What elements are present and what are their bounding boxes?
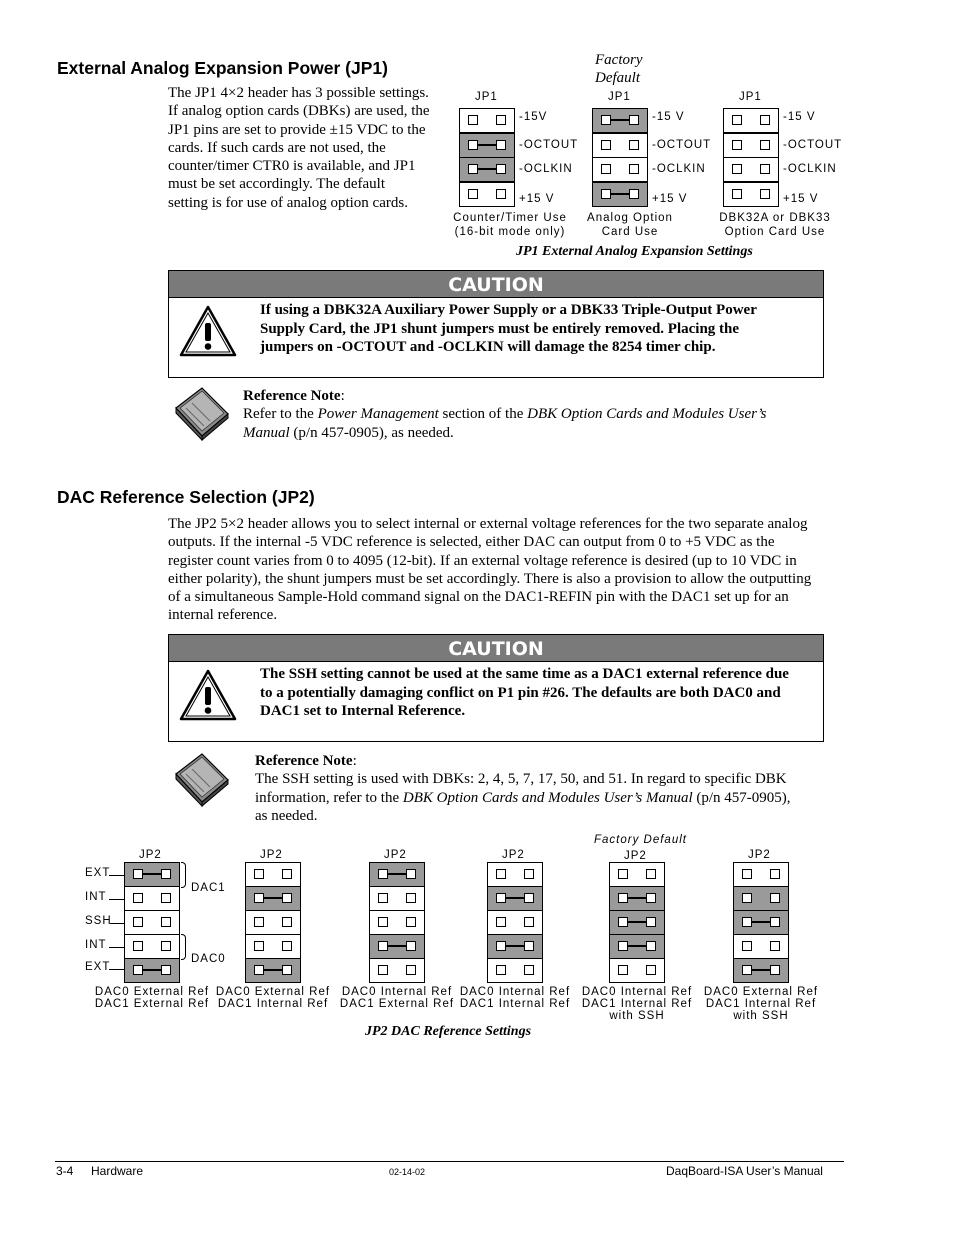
jp1-pin-label: +15 V [652, 193, 688, 205]
pin-icon [282, 869, 292, 879]
shunt-jumper-icon [478, 144, 496, 146]
jp2-setting-caption: DAC1 External Ref [339, 998, 455, 1010]
jp2-factory-default-label: Factory Default [594, 834, 687, 846]
pin-icon [496, 140, 506, 150]
jp2-setting-caption: DAC1 Internal Ref [459, 998, 571, 1010]
jp1-setting-caption: Option Card Use [724, 226, 826, 238]
pin-icon [524, 965, 534, 975]
pin-icon [282, 893, 292, 903]
jumpered-pin-pair [487, 934, 543, 959]
jp1-setting-caption: Analog Option [587, 212, 673, 224]
jp2-setting-caption: DAC1 Internal Ref [217, 998, 329, 1010]
paragraph-line: The JP2 5×2 header allows you to select internal or external voltage references for the two separate analog [168, 516, 808, 532]
jp2-row-label: INT [85, 891, 107, 903]
open-pin-pair [487, 958, 543, 983]
pin-icon [742, 941, 752, 951]
open-pin-pair [245, 910, 301, 935]
pin-icon [496, 941, 506, 951]
pin-icon [629, 140, 639, 150]
pin-icon [161, 941, 171, 951]
open-pin-pair [723, 157, 779, 182]
open-pin-pair [124, 910, 180, 935]
pin-icon [742, 893, 752, 903]
pin-icon [133, 893, 143, 903]
jumpered-pin-pair [459, 133, 515, 158]
pin-icon [618, 893, 628, 903]
open-pin-pair [124, 886, 180, 911]
pin-icon [646, 941, 656, 951]
pin-icon [133, 965, 143, 975]
jp2-setting-caption: DAC1 Internal Ref [581, 998, 693, 1010]
jp2-header-label: JP2 [384, 849, 407, 861]
pin-icon [760, 140, 770, 150]
pin-icon [496, 893, 506, 903]
paragraph-line: cards. If such cards are not used, the [168, 139, 386, 156]
pin-icon [524, 917, 534, 927]
jumpered-pin-pair [245, 886, 301, 911]
jumpered-pin-pair [369, 862, 425, 887]
open-pin-pair [723, 108, 779, 133]
pin-icon [742, 917, 752, 927]
jp1-pin-label: -15V [519, 111, 548, 123]
jp1-header-label: JP1 [739, 91, 762, 103]
pin-icon [732, 189, 742, 199]
jumpered-pin-pair [245, 958, 301, 983]
pin-icon [646, 965, 656, 975]
jp2-group-label: DAC1 [191, 882, 226, 894]
jp2-figure-caption: JP2 DAC Reference Settings [365, 1024, 532, 1039]
pin-icon [618, 965, 628, 975]
pin-icon [254, 917, 264, 927]
pin-icon [468, 189, 478, 199]
open-pin-pair [733, 862, 789, 887]
jp1-setting-caption: DBK32A or DBK33 [719, 212, 831, 224]
section-heading-jp2: DAC Reference Selection (JP2) [57, 487, 315, 507]
open-pin-pair [369, 886, 425, 911]
caution-title: CAUTION [169, 635, 823, 662]
pin-icon [618, 869, 628, 879]
shunt-jumper-icon [388, 873, 406, 875]
jumpered-pin-pair [733, 910, 789, 935]
pin-icon [406, 893, 416, 903]
jp2-setting-caption: DAC0 Internal Ref [341, 986, 453, 998]
jp2-setting-caption: DAC0 External Ref [94, 986, 210, 998]
jumpered-pin-pair [592, 182, 648, 207]
open-pin-pair [592, 133, 648, 158]
row-label-leader [110, 923, 124, 924]
open-pin-pair [245, 862, 301, 887]
pin-icon [133, 917, 143, 927]
reference-note-jp1: Reference Note: Refer to the Power Management section of the DBK Option Cards and Modules User’s Manual (p/n 457-0905), as needed. [243, 388, 767, 441]
paragraph-line: The JP1 4×2 header has 3 possible settings. [168, 85, 429, 101]
jumpered-pin-pair [609, 886, 665, 911]
jp2-setting-caption: with SSH [733, 1010, 789, 1022]
pin-icon [629, 189, 639, 199]
jp1-pin-label: -OCLKIN [783, 163, 837, 175]
jumpered-pin-pair [609, 910, 665, 935]
caution-text-jp2: The SSH setting cannot be used at the same time as a DAC1 external reference due to a potentially damaging conflict on P1 pin #26. The defaults are both DAC0 and DAC1 set to Internal Reference. [260, 666, 789, 720]
jp1-pin-label: -15 V [652, 111, 685, 123]
pin-icon [378, 965, 388, 975]
pin-icon [496, 869, 506, 879]
pin-icon [133, 941, 143, 951]
row-label-leader [109, 947, 124, 948]
pin-icon [770, 869, 780, 879]
footer-date: 02-14-02 [389, 1167, 426, 1177]
jp2-header-label: JP2 [624, 850, 647, 862]
caution-box-jp1 [168, 270, 824, 378]
open-pin-pair [733, 934, 789, 959]
jp2-setting-caption: with SSH [609, 1010, 665, 1022]
paragraph-line: of a simultaneous Sample-Hold command signal on the DAC1-REFIN pin with the DAC1 set up for an [168, 589, 789, 606]
factory-default-label: Factory Default [595, 52, 643, 86]
pin-icon [496, 164, 506, 174]
pin-icon [601, 140, 611, 150]
pin-icon [161, 965, 171, 975]
jp1-header-label: JP1 [475, 91, 498, 103]
jumpered-pin-pair [459, 157, 515, 182]
jumpered-pin-pair [369, 934, 425, 959]
jp2-header-label: JP2 [748, 849, 771, 861]
pin-icon [524, 869, 534, 879]
jp1-pin-label: -OCTOUT [783, 139, 843, 151]
pin-icon [732, 115, 742, 125]
open-pin-pair [592, 157, 648, 182]
jp1-description [168, 84, 458, 212]
caution-title: CAUTION [169, 271, 823, 298]
pin-icon [760, 189, 770, 199]
pin-icon [161, 869, 171, 879]
pin-icon [646, 893, 656, 903]
warning-icon [179, 305, 237, 357]
jp1-setting-caption: Counter/Timer Use [453, 212, 567, 224]
pin-icon [496, 189, 506, 199]
pin-icon [406, 869, 416, 879]
open-pin-pair [723, 133, 779, 158]
open-pin-pair [245, 934, 301, 959]
pin-icon [378, 917, 388, 927]
pin-icon [254, 941, 264, 951]
open-pin-pair [487, 862, 543, 887]
shunt-jumper-icon [143, 873, 161, 875]
jp1-pin-label: -OCTOUT [652, 139, 712, 151]
pin-icon [161, 917, 171, 927]
group-bracket [181, 862, 186, 888]
pin-icon [496, 965, 506, 975]
jp2-setting-caption: DAC1 Internal Ref [705, 998, 817, 1010]
shunt-jumper-icon [143, 969, 161, 971]
open-pin-pair [487, 910, 543, 935]
shunt-jumper-icon [506, 897, 524, 899]
pin-icon [282, 941, 292, 951]
open-pin-pair [124, 934, 180, 959]
shunt-jumper-icon [506, 945, 524, 947]
jumpered-pin-pair [124, 958, 180, 983]
warning-icon [179, 669, 237, 721]
pin-icon [406, 965, 416, 975]
section-heading-jp1: External Analog Expansion Power (JP1) [57, 58, 388, 78]
reference-book-icon [174, 752, 230, 808]
pin-icon [406, 917, 416, 927]
pin-icon [282, 965, 292, 975]
jp1-pin-label: -OCLKIN [519, 163, 573, 175]
jp2-description [168, 515, 848, 625]
jp1-setting-caption: (16-bit mode only) [454, 226, 566, 238]
shunt-jumper-icon [611, 193, 629, 195]
caution-box-jp2 [168, 634, 824, 742]
jp1-pin-label: -OCTOUT [519, 139, 579, 151]
row-label-leader [109, 875, 124, 876]
paragraph-line: either polarity), the shunt jumpers must be set accordingly. There is also a provision to allow the outputting [168, 570, 812, 587]
pin-icon [133, 869, 143, 879]
pin-icon [646, 917, 656, 927]
jp2-header-label: JP2 [502, 849, 525, 861]
pin-icon [524, 941, 534, 951]
paragraph-line: register count varies from 0 to 4095 (12-bit). If an external voltage reference is desired (up to 10 VDC in [168, 552, 797, 569]
jp1-pin-label: +15 V [519, 193, 555, 205]
paragraph-line: JP1 pins are set to provide ±15 VDC to the [168, 121, 426, 138]
shunt-jumper-icon [478, 168, 496, 170]
jumpered-pin-pair [487, 886, 543, 911]
jp2-row-label: EXT [85, 961, 111, 973]
open-pin-pair [459, 108, 515, 133]
pin-icon [468, 140, 478, 150]
pin-icon [601, 164, 611, 174]
shunt-jumper-icon [264, 897, 282, 899]
pin-icon [629, 164, 639, 174]
open-pin-pair [369, 958, 425, 983]
shunt-jumper-icon [752, 969, 770, 971]
jp2-setting-caption: DAC0 Internal Ref [459, 986, 571, 998]
pin-icon [760, 115, 770, 125]
row-label-leader [109, 969, 124, 970]
pin-icon [406, 941, 416, 951]
shunt-jumper-icon [611, 119, 629, 121]
paragraph-line: setting is for use of analog option cards. [168, 194, 408, 211]
reference-note-jp2: Reference Note: The SSH setting is used with DBKs: 2, 4, 5, 7, 17, 50, and 51. In regard to specific DBK information, refer to the DBK Option Cards and Modules User’s Manual (p/n 457-0905), as needed. [255, 753, 791, 824]
jp1-header-label: JP1 [608, 91, 631, 103]
open-pin-pair [723, 182, 779, 207]
caution-text-jp1: If using a DBK32A Auxiliary Power Supply or a DBK33 Triple-Output Power Supply Card, the JP1 shunt jumpers must be entirely removed. Placing the jumpers on -OCTOUT and -OCLKIN will damage the 8254 timer chip. [260, 302, 757, 356]
jp2-setting-caption: DAC1 External Ref [94, 998, 210, 1010]
open-pin-pair [733, 886, 789, 911]
reference-book-icon [174, 386, 230, 442]
shunt-jumper-icon [264, 969, 282, 971]
pin-icon [496, 115, 506, 125]
open-pin-pair [609, 958, 665, 983]
footer-manual-title: DaqBoard-ISA User’s Manual [666, 1164, 823, 1178]
jumpered-pin-pair [609, 934, 665, 959]
jumpered-pin-pair [733, 958, 789, 983]
jp2-row-label: SSH [85, 915, 112, 927]
shunt-jumper-icon [388, 945, 406, 947]
pin-icon [646, 869, 656, 879]
shunt-jumper-icon [752, 921, 770, 923]
paragraph-line: counter/timer CTR0 is available, and JP1 [168, 158, 416, 175]
pin-icon [601, 189, 611, 199]
open-pin-pair [609, 862, 665, 887]
jp2-row-label: EXT [85, 867, 111, 879]
jp2-header-label: JP2 [260, 849, 283, 861]
jp1-figure-caption: JP1 External Analog Expansion Settings [516, 244, 753, 259]
jp2-setting-caption: DAC0 Internal Ref [581, 986, 693, 998]
footer-section: Hardware [91, 1164, 144, 1178]
jp1-pin-label: +15 V [783, 193, 819, 205]
paragraph-line: If analog option cards (DBKs) are used, the [168, 103, 430, 120]
jp1-pin-label: -OCLKIN [652, 163, 706, 175]
pin-icon [378, 941, 388, 951]
jp2-setting-caption: DAC0 External Ref [215, 986, 331, 998]
pin-icon [770, 917, 780, 927]
pin-icon [496, 917, 506, 927]
pin-icon [770, 893, 780, 903]
jp2-header-label: JP2 [139, 849, 162, 861]
pin-icon [770, 941, 780, 951]
pin-icon [629, 115, 639, 125]
jumpered-pin-pair [592, 108, 648, 133]
pin-icon [618, 917, 628, 927]
shunt-jumper-icon [628, 945, 646, 947]
pin-icon [742, 869, 752, 879]
group-bracket [181, 934, 186, 960]
pin-icon [732, 164, 742, 174]
pin-icon [161, 893, 171, 903]
pin-icon [254, 869, 264, 879]
shunt-jumper-icon [628, 921, 646, 923]
jp1-pin-label: -15 V [783, 111, 816, 123]
pin-icon [468, 164, 478, 174]
footer-page-number: 3-4 [56, 1164, 74, 1178]
jp1-setting-caption: Card Use [601, 226, 659, 238]
open-pin-pair [369, 910, 425, 935]
pin-icon [760, 164, 770, 174]
pin-icon [770, 965, 780, 975]
jumpered-pin-pair [124, 862, 180, 887]
pin-icon [618, 941, 628, 951]
footer-rule [55, 1161, 844, 1162]
pin-icon [524, 893, 534, 903]
row-label-leader [109, 899, 124, 900]
jp2-setting-caption: DAC0 External Ref [703, 986, 819, 998]
shunt-jumper-icon [628, 897, 646, 899]
pin-icon [254, 965, 264, 975]
pin-icon [601, 115, 611, 125]
pin-icon [282, 917, 292, 927]
jp2-row-label: INT [85, 939, 107, 951]
pin-icon [742, 965, 752, 975]
paragraph-line: must be set accordingly. The default [168, 176, 386, 193]
pin-icon [468, 115, 478, 125]
jp2-group-label: DAC0 [191, 953, 226, 965]
open-pin-pair [459, 182, 515, 207]
paragraph-line: outputs. If the internal -5 VDC reference is selected, either DAC can output from 0 to +5 VDC as the [168, 534, 775, 551]
pin-icon [378, 893, 388, 903]
paragraph-line: internal reference. [168, 607, 278, 624]
pin-icon [378, 869, 388, 879]
pin-icon [254, 893, 264, 903]
pin-icon [732, 140, 742, 150]
